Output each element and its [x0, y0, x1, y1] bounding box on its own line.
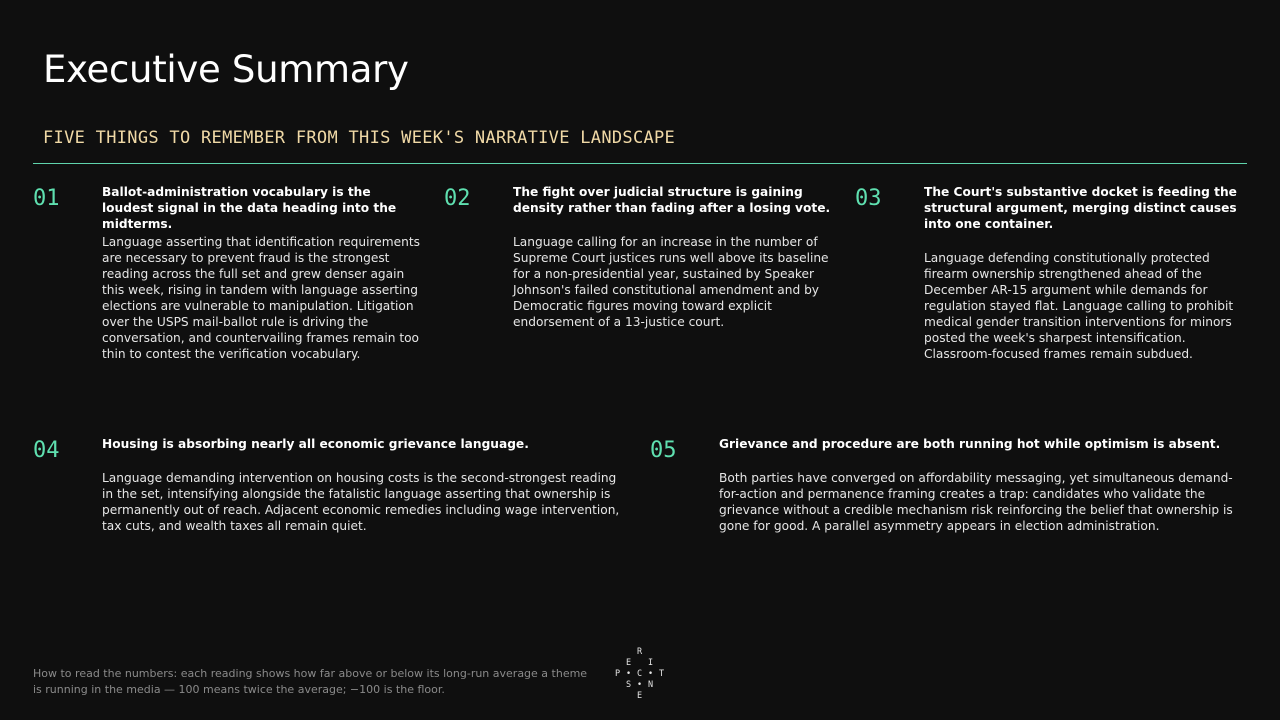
- item-number: 04: [33, 438, 60, 463]
- item-body: Language defending constitutionally protected firearm ownership strengthened ahead of the December AR-15 argument while demands for regulation stayed flat. Language calling to prohibit medical gender transition interventions for minors posted the week's sharpest intensification. Classroom-focused frames remain subdued.: [924, 251, 1234, 361]
- logo-letter: P: [614, 669, 621, 679]
- logo-letter: T: [658, 669, 665, 679]
- footer-note: How to read the numbers: each reading shows how far above or below its long-run average a theme is running in the media — 100 means twice the average; −100 is the floor.: [33, 667, 588, 696]
- item-heading: The fight over judicial structure is gaining density rather than fading after a losing vote.: [513, 185, 831, 215]
- item-heading: Grievance and procedure are both running hot while optimism is absent.: [719, 437, 1221, 451]
- item-body: Language calling for an increase in the number of Supreme Court justices runs well above its baseline for a non-presidential year, sustained by Speaker Johnson's failed constitutional amendment and by Democratic figures moving toward explicit endorsement of a 13-justice court.: [513, 235, 829, 329]
- item-body: Both parties have converged on affordability messaging, yet simultaneous demand-for-action and permanence framing creates a trap: candidates who validate the grievance without a credible mechanism risk reinforcing the belief that ownership is gone for good. A parallel asymmetry appears in election administration.: [719, 471, 1233, 533]
- item-number: 02: [444, 186, 471, 211]
- item-heading: Ballot-administration vocabulary is the loudest signal in the data heading into the midterms.: [102, 185, 397, 231]
- logo-dot: •: [636, 680, 643, 690]
- page-subtitle: FIVE THINGS TO REMEMBER FROM THIS WEEK'S NARRATIVE LANDSCAPE: [43, 128, 676, 148]
- logo-letter: E: [636, 691, 643, 701]
- logo-letter: I: [647, 658, 654, 668]
- item-number: 01: [33, 186, 60, 211]
- summary-item-4: [33, 436, 633, 556]
- logo-letter: C: [636, 669, 643, 679]
- page-title: Executive Summary: [43, 48, 409, 91]
- logo-letter: N: [647, 680, 654, 690]
- item-body: Language demanding intervention on housing costs is the second-strongest reading in the set, intensifying alongside the fatalistic language asserting that ownership is permanently out of reach. Adjacent economic remedies including wage intervention, tax cuts, and wealth taxes all remain quiet.: [102, 471, 620, 533]
- item-heading: The Court's substantive docket is feeding the structural argument, merging distinct causes into one container.: [924, 185, 1237, 231]
- item-number: 03: [855, 186, 882, 211]
- summary-item-3: [855, 184, 1247, 384]
- summary-item-2: [444, 184, 834, 384]
- logo-letter: R: [636, 647, 643, 657]
- brand-logo: [612, 646, 668, 702]
- logo-letter: S: [625, 680, 632, 690]
- logo-dot: •: [625, 669, 632, 679]
- logo-dot: •: [647, 669, 654, 679]
- item-heading: Housing is absorbing nearly all economic grievance language.: [102, 437, 529, 451]
- item-number: 05: [650, 438, 677, 463]
- logo-letter: E: [625, 658, 632, 668]
- summary-item-5: [650, 436, 1250, 556]
- summary-item-1: [33, 184, 423, 384]
- item-body: Language asserting that identification requirements are necessary to prevent fraud is the strongest reading across the full set and grew denser again this week, rising in tandem with language asserting elections are vulnerable to manipulation. Litigation over the USPS mail-ballot rule is driving the conversation, and countervailing frames remain too thin to contest the verification vocabulary.: [102, 235, 420, 361]
- divider: [33, 163, 1247, 164]
